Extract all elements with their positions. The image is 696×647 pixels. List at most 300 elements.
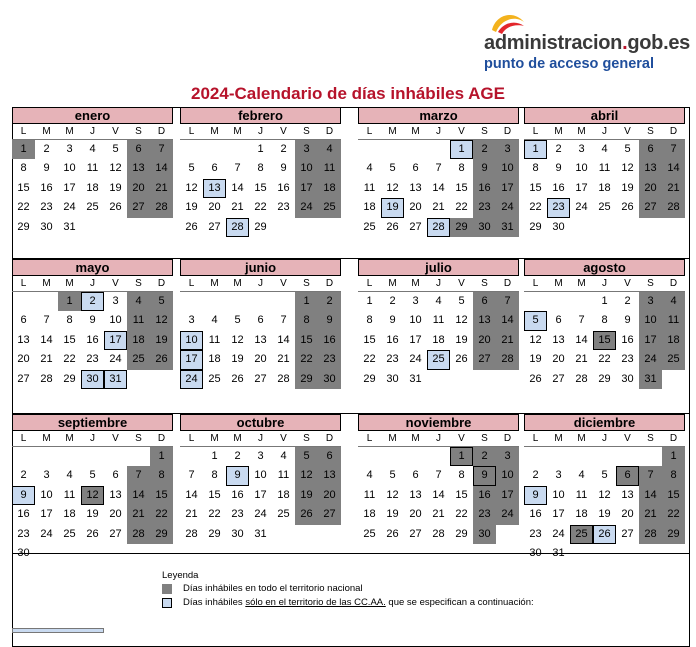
day-cell: 10 (295, 159, 318, 178)
day-cell: 10 (639, 311, 662, 330)
empty-cell (58, 544, 81, 563)
day-cell: 30 (231, 527, 244, 540)
day-cell: 9 (12, 486, 35, 505)
day-cell: 20 (409, 508, 422, 521)
day-cell: 13 (17, 333, 30, 346)
day-cell: 12 (598, 488, 611, 501)
weekday-label: J (436, 126, 441, 137)
day-cell: 27 (208, 220, 221, 233)
day-cell: 12 (455, 314, 468, 327)
weekday-label: J (436, 278, 441, 289)
weekday-label: L (532, 278, 539, 289)
day-cell: 5 (458, 295, 465, 307)
day-cell: 25 (63, 527, 76, 540)
empty-cell (593, 544, 616, 563)
legend-item-regional (162, 597, 534, 608)
weekday-header (180, 431, 341, 447)
empty-cell (427, 370, 450, 389)
day-cell: 7 (578, 314, 585, 327)
day-cell: 28 (226, 218, 249, 237)
day-cell: 7 (639, 466, 662, 485)
weekday-label: L (366, 126, 373, 137)
empty-cell (150, 544, 173, 563)
day-cell: 3 (43, 469, 50, 482)
day-cell: 29 (662, 525, 685, 544)
day-cell: 11 (662, 311, 685, 330)
day-cell: 3 (257, 450, 264, 462)
weekday-label: M (210, 278, 219, 289)
day-cell: 3 (295, 140, 318, 159)
weekday-label: M (577, 278, 586, 289)
day-cell: 7 (662, 140, 685, 159)
day-cell: 29 (17, 220, 30, 233)
day-cell: 11 (432, 314, 445, 327)
day-cell: 4 (435, 295, 442, 307)
weekday-label: M (411, 433, 420, 444)
empty-cell (35, 292, 58, 311)
day-cell: 11 (277, 469, 290, 482)
day-cell: 25 (277, 508, 290, 521)
day-cell: 1 (150, 447, 173, 466)
weekday-label: L (188, 278, 195, 289)
day-cell: 8 (211, 469, 218, 482)
day-cell: 12 (386, 181, 399, 194)
day-cell: 8 (458, 469, 465, 482)
day-cell: 14 (150, 159, 173, 178)
day-cell: 10 (496, 466, 519, 485)
empty-cell (570, 218, 593, 237)
day-cell: 22 (455, 201, 468, 214)
day-cell: 16 (318, 331, 341, 350)
week-row (358, 505, 519, 524)
weekday-label: M (577, 126, 586, 137)
week-row (524, 292, 685, 311)
day-cell: 14 (127, 486, 150, 505)
day-cell: 10 (63, 162, 76, 175)
day-cell: 17 (409, 333, 422, 346)
day-cell: 15 (455, 181, 468, 194)
day-cell: 25 (86, 201, 99, 214)
week-row (180, 447, 341, 466)
weekday-header (180, 276, 341, 292)
day-cell: 12 (109, 162, 122, 175)
day-cell: 13 (409, 181, 422, 194)
day-cell: 18 (363, 201, 376, 214)
day-cell: 29 (450, 218, 473, 237)
day-cell: 29 (529, 220, 542, 233)
day-cell: 22 (254, 201, 267, 214)
week-row (358, 311, 519, 330)
week-row (358, 179, 519, 198)
day-cell: 2 (624, 295, 631, 307)
day-cell: 18 (575, 508, 588, 521)
empty-cell (249, 292, 272, 311)
day-cell: 13 (203, 179, 226, 198)
day-cell: 5 (389, 162, 396, 175)
month-mayo (12, 259, 173, 389)
site-logo[interactable] (484, 6, 690, 72)
week-row (12, 486, 173, 505)
empty-cell (127, 447, 150, 466)
day-cell: 13 (473, 311, 496, 330)
weekday-label: D (503, 278, 512, 289)
day-cell: 2 (389, 295, 396, 307)
day-cell: 7 (496, 292, 519, 311)
week-row (524, 218, 685, 237)
day-cell: 27 (473, 350, 496, 369)
day-cell: 5 (624, 143, 631, 155)
weekday-label: D (157, 126, 166, 137)
day-cell: 30 (529, 546, 542, 559)
week-row (12, 159, 173, 178)
day-cell: 14 (40, 333, 53, 346)
day-cell: 30 (81, 370, 104, 389)
weekday-label: M (554, 433, 563, 444)
day-cell: 10 (180, 331, 203, 350)
day-cell: 6 (20, 314, 27, 327)
day-cell: 8 (532, 162, 539, 175)
day-cell: 3 (496, 447, 519, 466)
empty-cell (127, 544, 150, 563)
day-cell: 1 (450, 140, 473, 159)
weekday-label: V (112, 126, 119, 137)
day-cell: 30 (473, 525, 496, 544)
weekday-label: D (503, 126, 512, 137)
weekday-label: L (20, 278, 27, 289)
day-cell: 4 (280, 450, 287, 462)
empty-cell (318, 218, 341, 237)
month-title: enero (12, 107, 173, 124)
weekday-header (524, 124, 685, 140)
day-cell: 14 (432, 488, 445, 501)
month-title: marzo (358, 107, 519, 124)
day-cell: 11 (127, 311, 150, 330)
day-cell: 6 (127, 140, 150, 159)
day-cell: 30 (40, 220, 53, 233)
day-cell: 11 (575, 488, 588, 501)
day-cell: 18 (127, 331, 150, 350)
empty-cell (180, 140, 203, 159)
weekday-label: S (135, 433, 142, 444)
day-cell: 9 (43, 162, 50, 175)
day-cell: 19 (86, 508, 99, 521)
weekday-label: M (577, 433, 586, 444)
day-cell: 4 (366, 162, 373, 175)
day-cell: 23 (17, 527, 30, 540)
day-cell: 1 (257, 143, 264, 155)
weekday-header (358, 431, 519, 447)
day-cell: 25 (598, 201, 611, 214)
day-cell: 29 (295, 370, 318, 389)
day-cell: 19 (295, 486, 318, 505)
weekday-label: M (42, 278, 51, 289)
day-cell: 15 (150, 486, 173, 505)
day-cell: 14 (432, 181, 445, 194)
day-cell: 22 (17, 201, 30, 214)
day-cell: 19 (455, 333, 468, 346)
empty-cell (150, 218, 173, 237)
day-cell: 17 (180, 350, 203, 369)
day-cell: 21 (432, 508, 445, 521)
day-cell: 18 (363, 508, 376, 521)
day-cell: 23 (318, 350, 341, 369)
day-cell: 12 (150, 311, 173, 330)
weekday-label: D (503, 433, 512, 444)
day-cell: 13 (254, 333, 267, 346)
day-cell: 22 (455, 508, 468, 521)
day-cell: 6 (555, 314, 562, 327)
day-cell: 1 (295, 292, 318, 311)
legend-regional-label: Días inhábiles sólo en el territorio de las CC.AA. que se especifican a continuación: (183, 597, 534, 608)
day-cell: 9 (624, 314, 631, 327)
empty-cell (404, 447, 427, 466)
day-cell: 9 (473, 466, 496, 485)
day-cell: 24 (409, 353, 422, 366)
day-cell: 16 (473, 179, 496, 198)
weekday-label: M (42, 126, 51, 137)
day-cell: 23 (40, 201, 53, 214)
weekday-label: V (280, 433, 287, 444)
day-cell: 3 (112, 295, 119, 307)
empty-cell (295, 525, 318, 544)
day-cell: 28 (185, 527, 198, 540)
empty-cell (381, 140, 404, 159)
day-cell: 4 (366, 469, 373, 482)
day-cell: 24 (295, 198, 318, 217)
day-cell: 3 (188, 314, 195, 327)
day-cell: 24 (63, 201, 76, 214)
day-cell: 1 (211, 450, 218, 462)
week-row (180, 198, 341, 217)
month-title: abril (524, 107, 685, 124)
week-row (12, 505, 173, 524)
empty-cell (639, 544, 662, 563)
day-cell: 28 (150, 198, 173, 217)
empty-cell (272, 525, 295, 544)
week-row (12, 370, 173, 389)
week-row (12, 350, 173, 369)
week-row (180, 505, 341, 524)
day-cell: 19 (231, 353, 244, 366)
week-row (12, 292, 173, 311)
day-cell: 13 (639, 159, 662, 178)
day-cell: 20 (473, 331, 496, 350)
day-cell: 26 (185, 220, 198, 233)
day-cell: 20 (318, 486, 341, 505)
empty-cell (547, 447, 570, 466)
month-septiembre (12, 414, 173, 563)
day-cell: 25 (208, 372, 221, 385)
day-cell: 4 (318, 140, 341, 159)
day-cell: 28 (662, 198, 685, 217)
day-cell: 13 (318, 466, 341, 485)
day-cell: 24 (496, 198, 519, 217)
logo-text: administracion.gob.es (484, 32, 690, 54)
empty-cell (104, 218, 127, 237)
empty-cell (593, 218, 616, 237)
week-row (358, 466, 519, 485)
day-cell: 28 (427, 218, 450, 237)
empty-cell (496, 525, 519, 544)
weekday-label: V (624, 278, 631, 289)
month-title: mayo (12, 259, 173, 276)
day-cell: 22 (598, 353, 611, 366)
day-cell: 7 (127, 466, 150, 485)
week-row (358, 218, 519, 237)
day-cell: 29 (363, 372, 376, 385)
day-cell: 2 (81, 292, 104, 311)
empty-cell (58, 447, 81, 466)
month-title: octubre (180, 414, 341, 431)
weekday-label: S (647, 278, 654, 289)
empty-cell (104, 544, 127, 563)
month-title: septiembre (12, 414, 173, 431)
month-julio (358, 259, 519, 389)
day-cell: 11 (63, 488, 76, 501)
day-cell: 22 (363, 353, 376, 366)
day-cell: 21 (575, 353, 588, 366)
weekday-label: V (624, 433, 631, 444)
day-cell: 10 (552, 488, 565, 501)
day-cell: 16 (621, 333, 634, 346)
day-cell: 10 (409, 314, 422, 327)
day-cell: 7 (188, 469, 195, 482)
weekday-label: J (602, 433, 607, 444)
day-cell: 6 (412, 469, 419, 482)
weekday-label: V (280, 278, 287, 289)
empty-cell (180, 447, 203, 466)
day-cell: 31 (639, 370, 662, 389)
week-row (12, 218, 173, 237)
weekday-label: S (303, 126, 310, 137)
day-cell: 18 (86, 181, 99, 194)
day-cell: 7 (435, 162, 442, 175)
week-row (12, 544, 173, 563)
day-cell: 27 (109, 527, 122, 540)
weekday-header (524, 276, 685, 292)
day-cell: 15 (662, 486, 685, 505)
week-row (524, 525, 685, 544)
week-row (180, 140, 341, 159)
week-row (12, 447, 173, 466)
weekday-label: M (210, 126, 219, 137)
day-cell: 2 (532, 469, 539, 482)
day-cell: 26 (386, 527, 399, 540)
day-cell: 19 (386, 508, 399, 521)
weekday-header (358, 124, 519, 140)
empty-cell (104, 447, 127, 466)
day-cell: 24 (496, 505, 519, 524)
day-cell: 4 (211, 314, 218, 327)
day-cell: 17 (104, 331, 127, 350)
day-cell: 9 (524, 486, 547, 505)
day-cell: 14 (231, 181, 244, 194)
day-cell: 28 (496, 350, 519, 369)
weekday-label: S (481, 278, 488, 289)
day-cell: 3 (555, 469, 562, 482)
day-cell: 26 (529, 372, 542, 385)
weekday-label: S (135, 126, 142, 137)
week-row (180, 466, 341, 485)
day-cell: 25 (318, 198, 341, 217)
empty-cell (427, 447, 450, 466)
weekday-label: M (388, 433, 397, 444)
weekday-label: M (65, 278, 74, 289)
day-cell: 16 (473, 486, 496, 505)
empty-cell (381, 447, 404, 466)
day-cell: 14 (277, 333, 290, 346)
day-cell: 20 (552, 353, 565, 366)
month-octubre (180, 414, 341, 544)
legend-national-label: Días inhábiles en todo el territorio nacional (183, 583, 363, 594)
empty-cell (150, 370, 173, 389)
day-cell: 26 (86, 527, 99, 540)
day-cell: 5 (295, 447, 318, 466)
day-cell: 24 (40, 527, 53, 540)
month-marzo (358, 107, 519, 237)
empty-cell (524, 447, 547, 466)
day-cell: 15 (529, 181, 542, 194)
day-cell: 29 (254, 220, 267, 233)
empty-cell (570, 544, 593, 563)
day-cell: 24 (109, 353, 122, 366)
day-cell: 21 (277, 353, 290, 366)
day-cell: 6 (211, 162, 218, 175)
day-cell: 14 (496, 311, 519, 330)
weekday-label: M (554, 126, 563, 137)
day-cell: 22 (150, 505, 173, 524)
week-row (358, 447, 519, 466)
weekday-label: V (280, 126, 287, 137)
day-cell: 1 (366, 295, 373, 307)
week-row (524, 140, 685, 159)
week-row (524, 159, 685, 178)
day-cell: 17 (496, 486, 519, 505)
day-cell: 24 (639, 350, 662, 369)
weekday-label: M (65, 433, 74, 444)
week-row (180, 331, 341, 350)
day-cell: 13 (409, 488, 422, 501)
day-cell: 6 (112, 469, 119, 482)
weekday-label: D (325, 126, 334, 137)
weekday-label: L (20, 126, 27, 137)
empty-cell (35, 544, 58, 563)
weekday-label: S (303, 433, 310, 444)
weekday-label: S (647, 433, 654, 444)
day-cell: 14 (185, 488, 198, 501)
week-row (524, 350, 685, 369)
day-cell: 6 (412, 162, 419, 175)
weekday-header (524, 431, 685, 447)
day-cell: 6 (616, 466, 639, 485)
day-cell: 30 (318, 370, 341, 389)
month-title: junio (180, 259, 341, 276)
day-cell: 28 (639, 525, 662, 544)
week-row (524, 544, 685, 563)
day-cell: 3 (578, 143, 585, 155)
day-cell: 4 (662, 292, 685, 311)
empty-cell (180, 292, 203, 311)
day-cell: 26 (231, 372, 244, 385)
week-row (180, 179, 341, 198)
week-row (358, 370, 519, 389)
empty-cell (616, 218, 639, 237)
empty-cell (473, 370, 496, 389)
weekday-label: M (65, 126, 74, 137)
weekday-label: M (388, 126, 397, 137)
day-cell: 20 (208, 201, 221, 214)
day-cell: 15 (593, 331, 616, 350)
